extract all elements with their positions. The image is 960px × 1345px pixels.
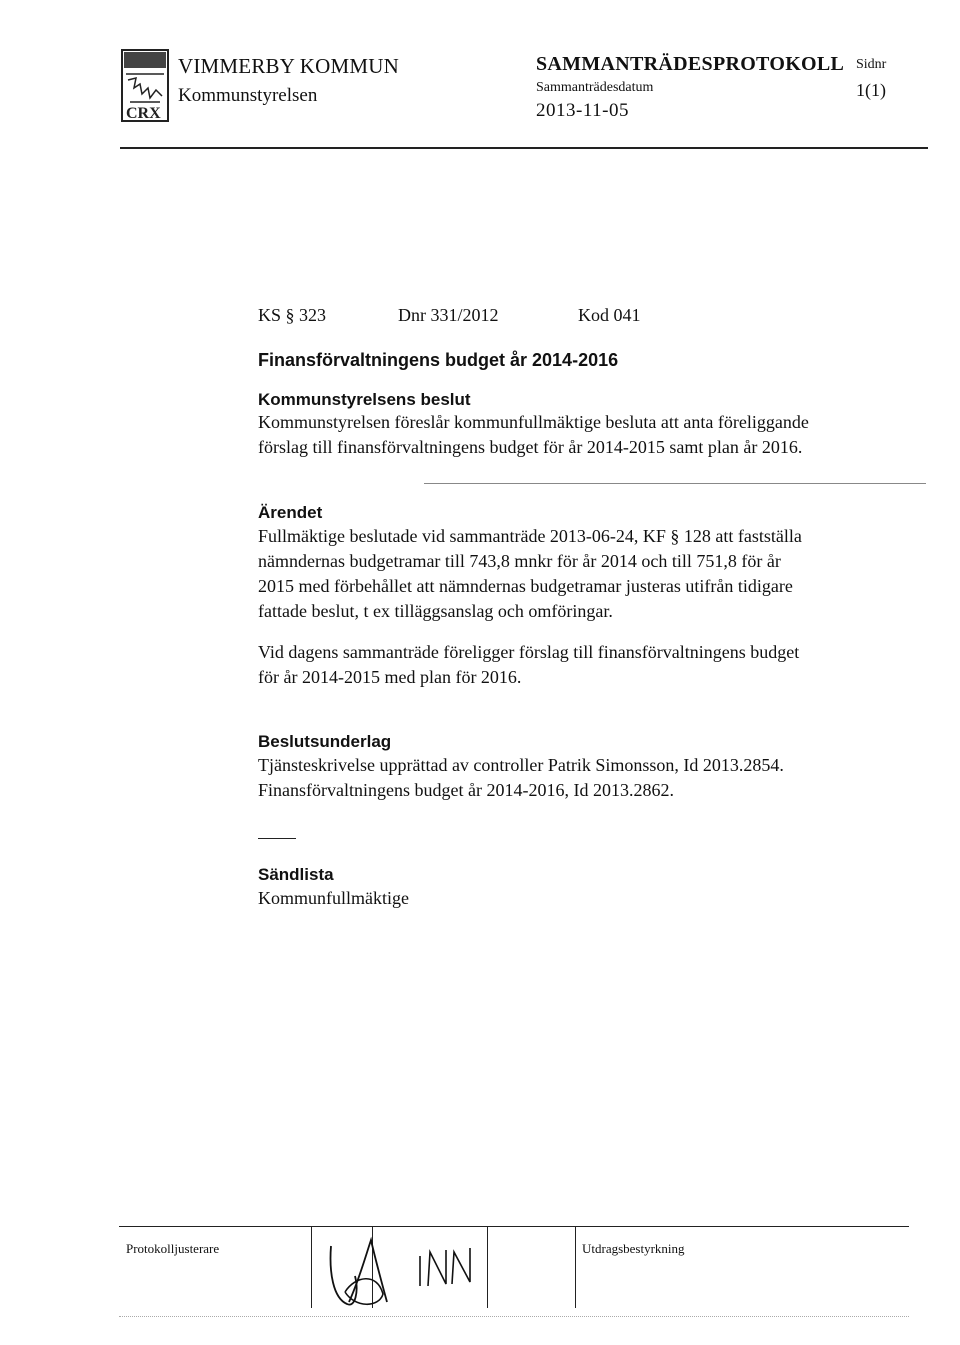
matter-paragraph — [258, 524, 878, 624]
page-title: Finansförvaltningens budget år 2014-2016 — [258, 350, 619, 370]
matter-heading: Ärendet — [258, 503, 323, 522]
meeting-date-label: Sammanträdesdatum — [536, 80, 654, 95]
separator-dash — [258, 838, 296, 839]
header-divider — [120, 147, 928, 149]
code-reference: Kod 041 — [578, 305, 641, 325]
document-type: SAMMANTRÄDESPROTOKOLL — [536, 53, 845, 75]
decision-line: Kommunstyrelsen föreslår kommunfullmäktige besluta att anta föreliggande — [258, 412, 809, 432]
footer-divider — [487, 1226, 488, 1308]
matter-line: fattade beslut, t ex tilläggsanslag och omföringar. — [258, 601, 613, 621]
handwritten-signature-icon — [325, 1232, 395, 1312]
decision-text — [258, 410, 878, 460]
matter-line: Fullmäktige beslutade vid sammanträde 2013-06-24, KF § 128 att fastställa — [258, 526, 802, 546]
section-reference: KS § 323 — [258, 305, 327, 325]
footer-top-border — [119, 1226, 909, 1227]
section-divider — [424, 483, 926, 484]
matter-line: nämndernas budgetramar till 743,8 mnkr för år 2014 och till 751,8 för år — [258, 551, 781, 571]
handwritten-initials-icon — [416, 1242, 476, 1292]
basis-list — [258, 753, 878, 803]
protocol-adjuster-label: Protokolljusterare — [126, 1241, 220, 1256]
footer-divider — [575, 1226, 576, 1308]
decision-line: förslag till finansförvaltningens budget för år 2014-2015 samt plan år 2016. — [258, 437, 803, 457]
page-number: 1(1) — [856, 80, 886, 100]
meeting-date: 2013-11-05 — [536, 100, 629, 121]
diary-number: Dnr 331/2012 — [398, 305, 499, 325]
matter-line: Vid dagens sammanträde föreligger förslag till finansförvaltningens budget — [258, 642, 800, 662]
footer-bottom-border — [119, 1316, 909, 1317]
organization-name: VIMMERBY KOMMUN — [178, 54, 399, 78]
organization-unit: Kommunstyrelsen — [178, 85, 318, 106]
basis-line: Tjänsteskrivelse upprättad av controller Patrik Simonsson, Id 2013.2854. — [258, 755, 784, 775]
matter-paragraph — [258, 640, 878, 690]
basis-line: Finansförvaltningens budget år 2014-2016, Id 2013.2862. — [258, 780, 674, 800]
basis-heading: Beslutsunderlag — [258, 732, 392, 751]
distribution-heading: Sändlista — [258, 865, 334, 884]
matter-line: för år 2014-2015 med plan för 2016. — [258, 667, 522, 687]
distribution-recipient: Kommunfullmäktige — [258, 888, 409, 908]
page-number-label: Sidnr — [856, 57, 887, 72]
footer-divider — [311, 1226, 312, 1308]
municipal-crest-icon — [120, 48, 170, 123]
matter-line: 2015 med förbehållet att nämndernas budgetramar justeras utifrån tidigare — [258, 576, 793, 596]
decision-heading: Kommunstyrelsens beslut — [258, 390, 471, 409]
crest-text: CRX — [126, 105, 161, 122]
extract-verification-label: Utdragsbestyrkning — [582, 1241, 685, 1256]
